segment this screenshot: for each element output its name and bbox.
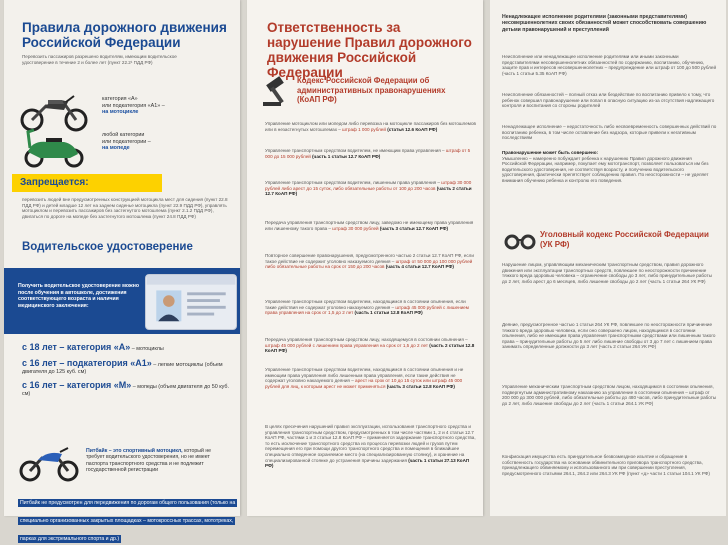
article-ref: (часть 4 статьи 12.7 КоАП РФ) [384,264,454,270]
motorcycle-cat: категория «А» [102,96,138,102]
article-ref: (часть 3 статьи 12.7 КоАП РФ) [378,225,449,231]
article-ref: (часть 1 статьи 12.7 КоАП РФ) [310,153,381,159]
article-fine: штраф 45 000 рублей с лишением права управления на срок от 1,5 до 2 лет [265,342,429,348]
article-12-7-4 [265,253,477,270]
article-12-7-1 [265,148,477,159]
pitbike-text [86,448,231,474]
article-fine: штраф 45 000 рублей с лишением права управления на срок от 1,5 до 2 лет [265,304,469,316]
banned-title: Запрещается: [12,174,162,192]
motorcycle-text [102,96,232,116]
article-ref: (часть 1 статьи 27.13 КоАП РФ) [265,457,470,469]
pitbike-warning [18,491,236,545]
article-text: Повторное совершение правонарушения, предусмотренного частью 2 статьи 12.7 КоАП РФ, если такое действие не содержит уголовно наказуемого деяния – [265,253,474,264]
license-title: Водительское удостоверение [22,241,193,253]
category-a-age: с 18 лет – категория «А» [22,342,131,352]
category-a-desc: – мотоциклы [130,346,164,352]
article-text: Управление транспортным средством водителем, находящимся в состоянии опьянения, если такие действия не содержат уголовно наказуемого деяния – [265,299,466,310]
parents-heading: Ненадлежащее исполнение родителями (законными представителями) несовершеннолетних своих обязанностей может способствовать совершению детьми правонарушений и преступлений [502,14,707,33]
category-a-line [22,344,234,353]
license-card-icon [145,274,237,330]
article-12-8-1 [265,299,477,316]
gavel-icon [261,74,295,108]
parents-para-4-label: Правонарушение может быть совершено: [502,150,599,155]
panel-parents [490,0,726,516]
parents-para-4-text: Умышленно – намеренно побуждает ребенка к нарушению Правил дорожного движения Российской Федерации, например, покупает ему мототранспорт, позволяет пользоваться им без водительского удостоверения, не соответствуя возрасту, и получению водительского удостоверения, фактически препятствует соблюдению правил. По неосторожности – не уделяет внимания обучению ребенка и контролю его поведения. [502,155,709,183]
license-band [4,268,240,334]
pitbike-desc: который не требует водительского удостоверения, но не имеет паспорта транспортного средства и не подлежит государственной регистрации [86,448,212,474]
article-text: Управление транспортным средством водителем, лишенным права управления – [265,180,442,185]
motorcycle-subcat: или подкатегория «А1» – [102,102,165,109]
uk-para-1: Нарушение лицом, управляющим механическим транспортным средством, правил дорожного движения или эксплуатации транспортных средств, повлекшее по неосторожности причинение тяжкого вреда здоровью человека – ограничение свободы до 3 лет, либо принудительные работы до 2 лет, либо арест до 6 месяцев, либо лишение свободы до 2 лет (часть 1 статьи 264 УК РФ) [502,262,712,284]
panel2-title: Ответственность за нарушение Правил дорожного движения Российской Федерации [267,20,472,80]
panel-traffic-rules [4,0,240,542]
article-text: Управление транспортным средством водителем, не имеющим права управления – [265,148,446,153]
banned-text: перевозить людей вне предусмотренных конструкцией мотоцикла мест для сидения (пункт 22.8 ПДД РФ) и детей младше 12 лет на заднем сиденье мотоцикла (пункт 22.9 ПДД РФ), управлять мотоциклом и перевозить пассажиров без застегнутого мотошлема (пункт 2.1.2 ПДД РФ), двигаться по дороге на мопеде без застегнутого мотошлема (пункт 24.8 ПДД РФ) [22,197,228,219]
category-m-desc: – мопеды (объем двигателя до 50 куб. см) [22,384,229,397]
parents-para-4 [502,150,717,184]
koap-header [261,74,471,110]
uk-para-4: Конфискация имущества есть принудительное безвозмездное изъятие и обращение в собственность государства на основании обвинительного приговора транспортного средства, принадлежащего обвиняемому и использованного им при совершении преступления, предусмотренного статьями 264.1, 264.2 или 264.3 УК РФ (пункт «д» части 1 статьи 104.1 УК РФ) [502,454,710,476]
article-12-7-3 [265,220,477,231]
pitbike-bold: Питбайк – это спортивный мотоцикл, [86,448,183,454]
moped-row [18,124,233,169]
uk-header [504,230,714,252]
article-ref: (статья 12.6 КоАП РФ) [385,126,438,132]
category-a1-age: с 16 лет – подкатегория «А1» [22,358,152,368]
category-a1-desc: – легкие мотоциклы (объем двигателя до 125 куб. см) [22,362,223,375]
passenger-intro: Перевозить пассажиров разрешено водителям, имеющим водительское удостоверение в течение 2 и более лет (пункт 22.2¹ ПДД РФ) [22,54,177,65]
article-text: Передача управления транспортным средством лицу, находящемуся в состоянии опьянения – [265,337,468,342]
article-fine: штраф 30 000 рублей либо арест до 15 суток, либо обязательные работы от 100 до 200 часов [265,180,472,191]
article-text: Управление мотоциклом или мопедом либо перевозка на мотоцикле пассажиров без мотошлемов или в незастегнутых мотошлемах – [265,121,476,132]
moped-label: на мопеде [102,145,130,152]
panel1-title: Правила дорожного движения Российской Федерации [22,20,227,50]
parents-para-2: Неисполнение обязанностей – полный отказ или бездействие по воспитанию привело к тому, что ребенок совершил правонарушение или попал в опасную ситуацию из-за отсутствия надлежащего контроля и воспитания со стороны родителей [502,92,715,109]
category-m-line [22,382,234,398]
pitbike-icon [18,442,80,482]
article-fine: штраф 1 000 рублей [342,126,386,132]
parents-para-3: Ненадлежащее исполнение – недостаточность либо несвоевременность совершенных действий по воспитанию ребенка, в том числе оставление без надзора, которые привели к негативным последствиям [502,124,717,141]
article-ref: (часть 1 статьи 12.8 КоАП РФ) [353,310,423,316]
article-ref: (часть 2 статьи 12.7 КоАП РФ) [265,185,472,197]
parents-para-1: Неисполнение или ненадлежащее исполнение родителями или иными законными представителями несовершеннолетних обязанностей по содержанию, воспитанию, обучению, защите прав и интересов несовершеннолетних – предупреждение или штраф от 100 до 500 рублей (часть 1 статьи 5.35 КоАП РФ) [502,54,717,76]
uk-para-2: Деяние, предусмотренное частью 1 статьи 264 УК РФ, повлекшее по неосторожности причинение тяжкого вреда здоровью человека, если оно совершено лицом, находящимся в состоянии опьянения, либо не имеющим права управления транспортными средствами или лишенным такого права – принудительные работы до 5 лет либо лишение свободы от 3 до 7 лет с лишением права занимать определенные должности до 3 лет (часть 2 статьи 264 УК РФ) [502,322,716,350]
article-ref: (часть 3 статьи 12.8 КоАП РФ) [385,383,455,389]
moped-icon [18,124,93,169]
category-m-age: с 16 лет – категория «М» [22,380,132,390]
motorcycle-label: на мотоцикле [102,109,139,116]
handcuffs-icon [504,230,536,252]
panel-responsibility [247,0,483,516]
license-band-text: Получить водительское удостоверение можно после обучения в автошколе, достижения соответствующего возраста и наличия медицинского заключения: [18,283,140,309]
pitbike-row [18,442,233,484]
article-text: Передача управления транспортным средством лицу, заведомо не имеющему права управления или лишенному такого права – [265,220,474,231]
category-a1-line [22,360,234,376]
koap-name: Кодекс Российской Федерации об административных правонарушениях (КоАП РФ) [297,76,446,105]
uk-name: Уголовный кодекс Российской Федерации (УК РФ) [540,230,709,249]
article-fine: штраф от 5 000 до 15 000 рублей [265,148,471,159]
article-27-13 [265,424,477,469]
article-12-8-2 [265,337,477,354]
article-fine: штраф 30 000 рублей [332,225,379,231]
article-fine: арест на срок от 10 до 15 суток или штраф 45 000 рублей для лиц, к которым арест не может применяться [265,378,463,389]
moped-subcat: или подкатегории – [102,138,151,145]
article-12-8-3 [265,367,477,389]
article-fine: штраф от 50 000 до 100 000 рублей либо обязательные работы на срок от 150 до 200 часов [265,258,473,270]
uk-para-3: Управление механическим транспортным средством лицом, находящимся в состоянии опьянения, подвергнутым административному наказанию за управление в состоянии опьянения – штраф от 200 000 до 300 000 рублей, либо обязательные работы до 480 часов, либо принудительные работы до 2 лет, либо лишение свободы до 2 лет (часть 1 статьи 264.1 УК РФ) [502,384,717,406]
pitbike-warning-text: Питбайк не предусмотрен для передвижения по дорогам общего пользования (только на специально организованных закрытых площадках – мотокроссных трассах, мототреках, парках для экстремального спорта и др.) [20,500,236,542]
article-12-7-2 [265,180,477,197]
moped-cat: любой категории [102,132,145,138]
article-ref: (часть 2 статьи 12.8 КоАП РФ) [265,342,475,354]
moped-text [102,132,232,152]
article-12-6 [265,121,477,132]
article-text: В целях пресечения нарушений правил эксплуатации, использования транспортного средства и управления транспортным средством, предусмотренных в том числе частями 1, 2 и 4 статьи 12.7 КоАП РФ, частями 1 и 3 статьи 12.8 КоАП РФ – применяется задержание транспортного средства, то есть исключение транспортного средства из процесса перевозки людей и грузов путем перемещения его при помощи другого транспортного средства и помещения в ближайшее специально отведенное охраняемое место (на специализированную стоянку), и хранение на специализированной стоянке до устранения причины задержания [265,424,476,463]
article-text: Управление транспортным средством водителем, находящимся в состоянии опьянения и не имеющим права управления либо лишенным права управления, если такие действия не содержат уголовно наказуемого деяния – [265,367,464,384]
